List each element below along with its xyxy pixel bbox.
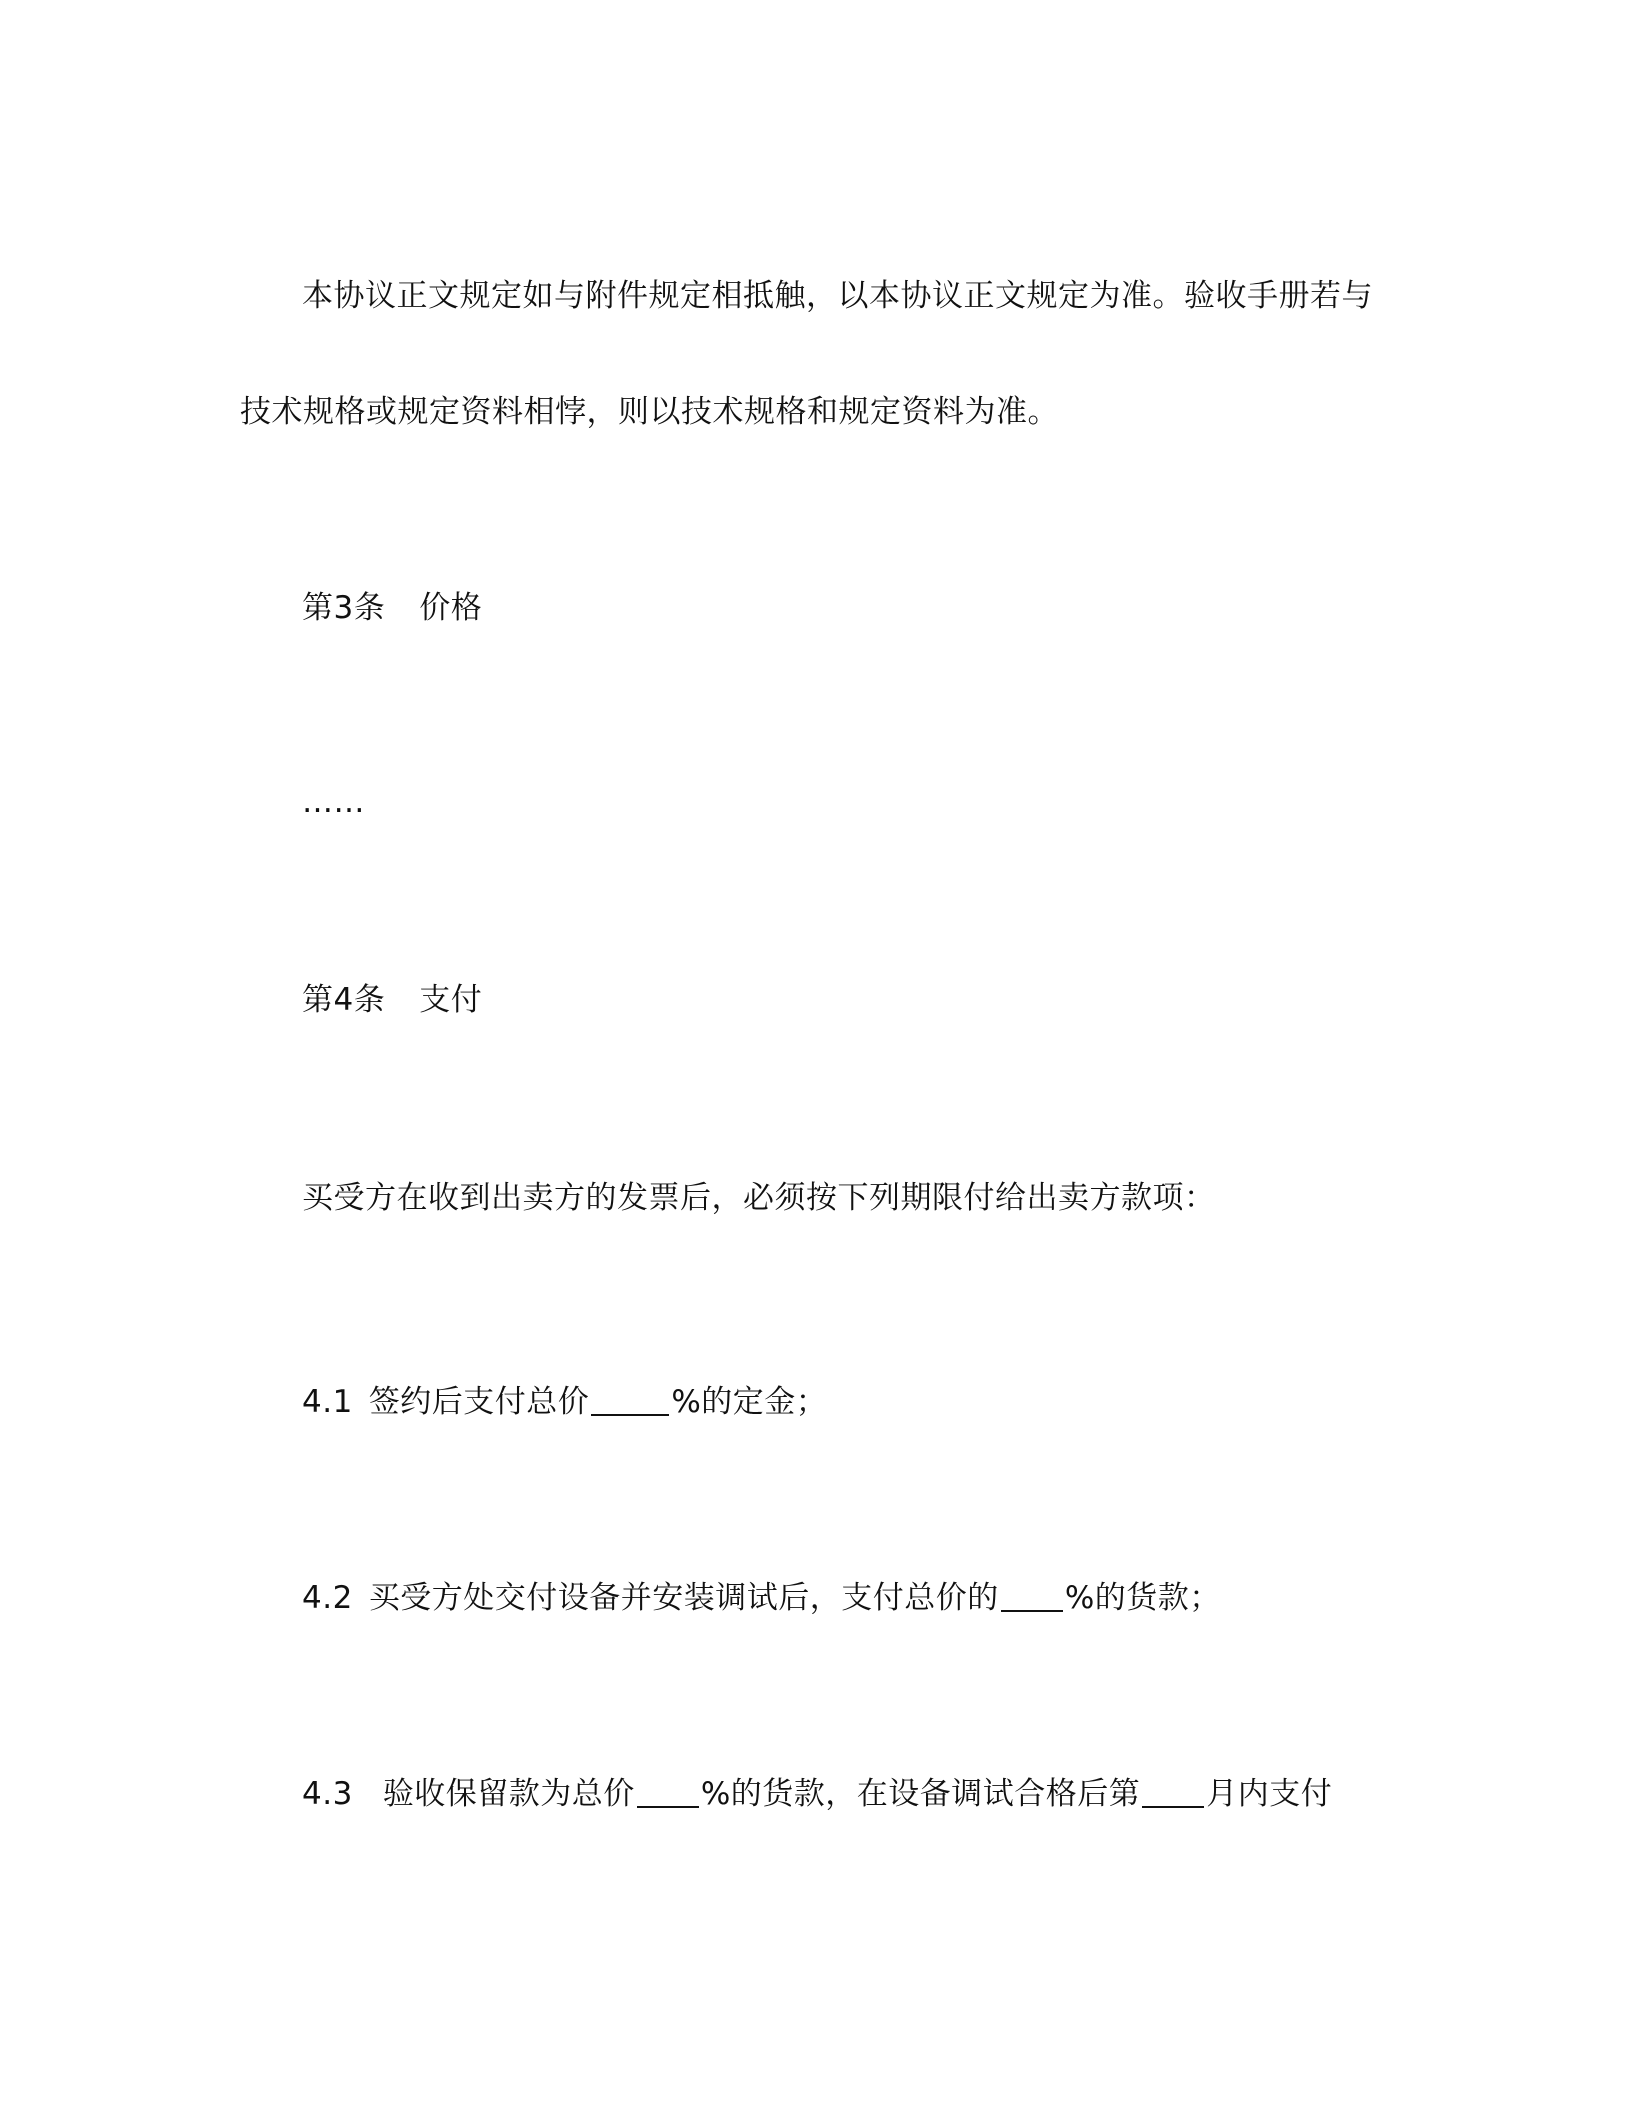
item-4-3-blank-field-month[interactable] bbox=[1142, 1776, 1204, 1808]
item-4-3-text-middle: %的货款，在设备调试合格后第 bbox=[700, 1776, 1141, 1812]
article-3-heading bbox=[302, 588, 482, 628]
item-4-1 bbox=[302, 1382, 827, 1422]
item-4-2-number: 4.2 bbox=[302, 1580, 353, 1616]
item-4-1-text-after: %的定金； bbox=[671, 1384, 828, 1420]
item-4-3 bbox=[302, 1774, 1332, 1814]
article-4-heading bbox=[302, 980, 482, 1020]
item-4-1-blank-field[interactable] bbox=[591, 1384, 669, 1416]
paragraph-line-2: 技术规格或规定资料相悖，则以技术规格和规定资料为准。 bbox=[240, 394, 1059, 430]
article-4-number: 第4条 bbox=[302, 982, 386, 1018]
item-4-3-text-after: 月内支付 bbox=[1206, 1776, 1333, 1812]
article-3-number: 第3条 bbox=[302, 590, 386, 626]
article-3-title: 价格 bbox=[419, 590, 483, 626]
item-4-2-text-before: 买受方处交付设备并安装调试后，支付总价的 bbox=[368, 1580, 999, 1616]
item-4-1-number: 4.1 bbox=[302, 1384, 353, 1420]
item-4-3-text-before: 验收保留款为总价 bbox=[382, 1776, 635, 1812]
item-4-2 bbox=[302, 1578, 1221, 1618]
ellipsis: …… bbox=[302, 784, 365, 820]
item-4-3-number: 4.3 bbox=[302, 1776, 353, 1812]
article-4-intro: 买受方在收到出卖方的发票后，必须按下列期限付给出卖方款项： bbox=[302, 1180, 1216, 1216]
item-4-2-text-after: %的货款； bbox=[1064, 1580, 1221, 1616]
item-4-2-blank-field[interactable] bbox=[1001, 1580, 1063, 1612]
article-4-title: 支付 bbox=[419, 982, 483, 1018]
paragraph-line-1: 本协议正文规定如与附件规定相抵触，以本协议正文规定为准。验收手册若与 bbox=[302, 278, 1373, 314]
item-4-3-blank-field-percent[interactable] bbox=[637, 1776, 699, 1808]
item-4-1-text-before: 签约后支付总价 bbox=[368, 1384, 590, 1420]
